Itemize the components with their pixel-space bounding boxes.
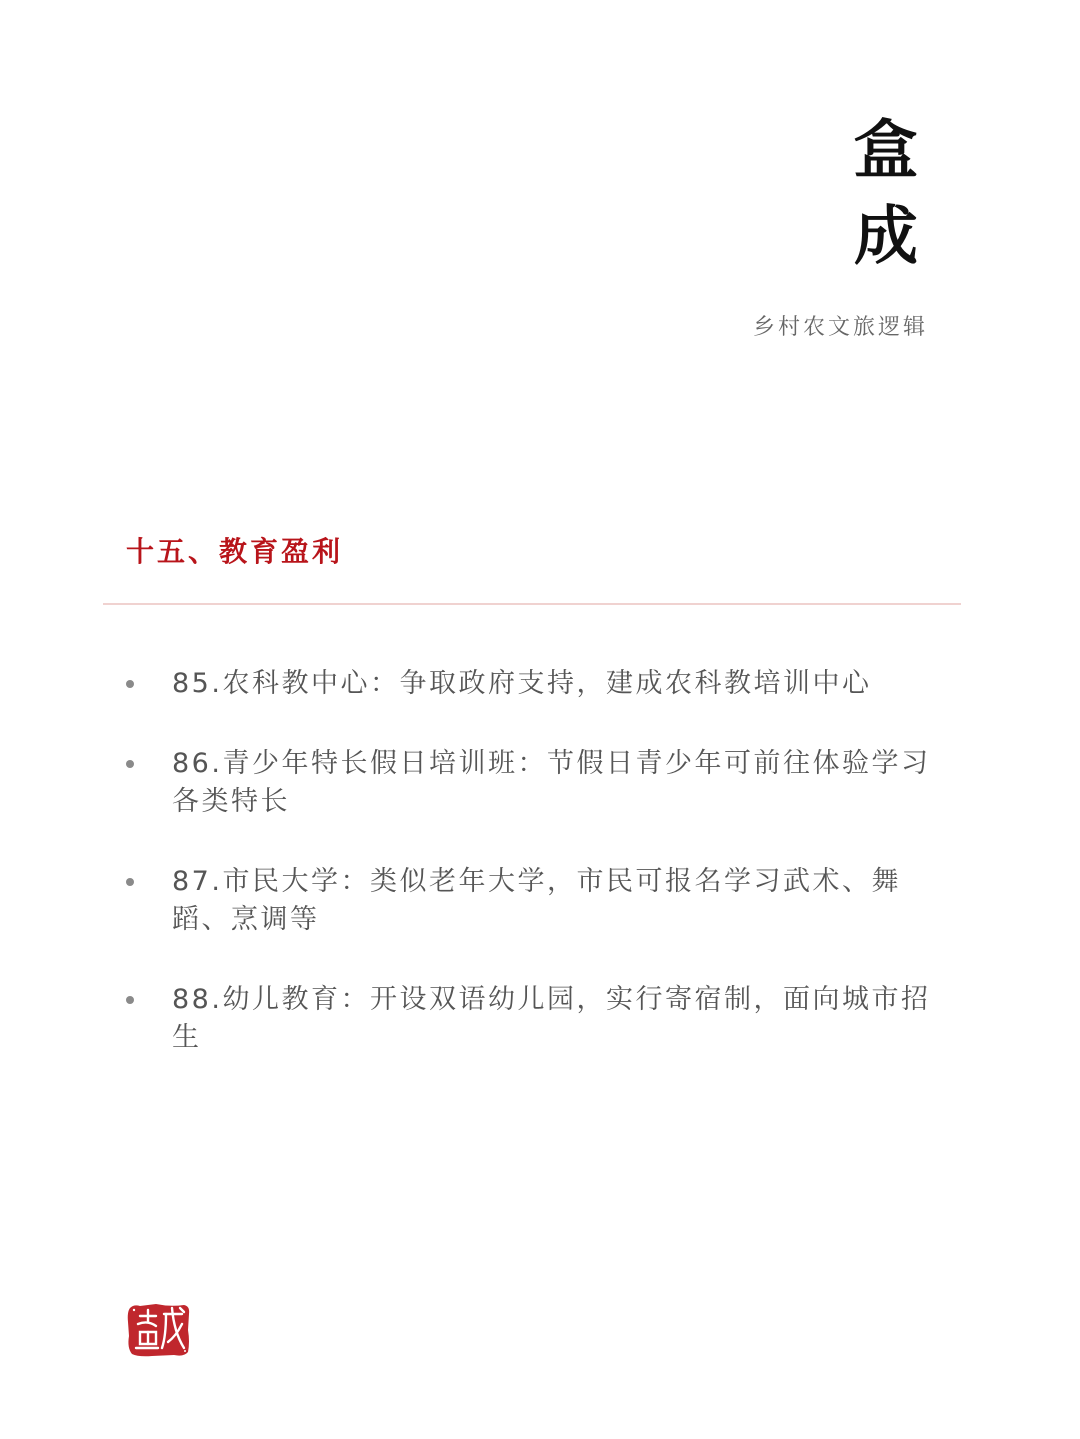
list-item-text: 85.农科教中心：争取政府支持，建成农科教培训中心 (172, 668, 872, 699)
brand-title-char-2: 成 (854, 199, 918, 274)
seal-stamp-icon (126, 1302, 192, 1358)
list-item-text: 87.市民大学：类似老年大学，市民可报名学习武术、舞蹈、烹调等 (172, 866, 901, 935)
brand-title-char-1: 盒 (854, 113, 918, 188)
list-item (120, 863, 950, 939)
bullet-icon (126, 760, 134, 768)
list-item (120, 745, 950, 821)
brand-subtitle: 乡村农文旅逻辑 (752, 315, 928, 340)
bullet-icon (126, 878, 134, 886)
list-item (120, 665, 950, 703)
item-list (120, 665, 950, 1099)
section-heading: 十五、教育盈利 (126, 535, 344, 568)
section-divider (103, 603, 961, 605)
list-item-text: 86.青少年特长假日培训班：节假日青少年可前往体验学习各类特长 (172, 748, 931, 817)
bullet-icon (126, 996, 134, 1004)
bullet-icon (126, 680, 134, 688)
list-item-text: 88.幼儿教育：开设双语幼儿园，实行寄宿制，面向城市招生 (172, 984, 931, 1053)
brand-title (848, 108, 924, 280)
list-item (120, 981, 950, 1057)
seal-stamp-graphic (126, 1302, 192, 1358)
